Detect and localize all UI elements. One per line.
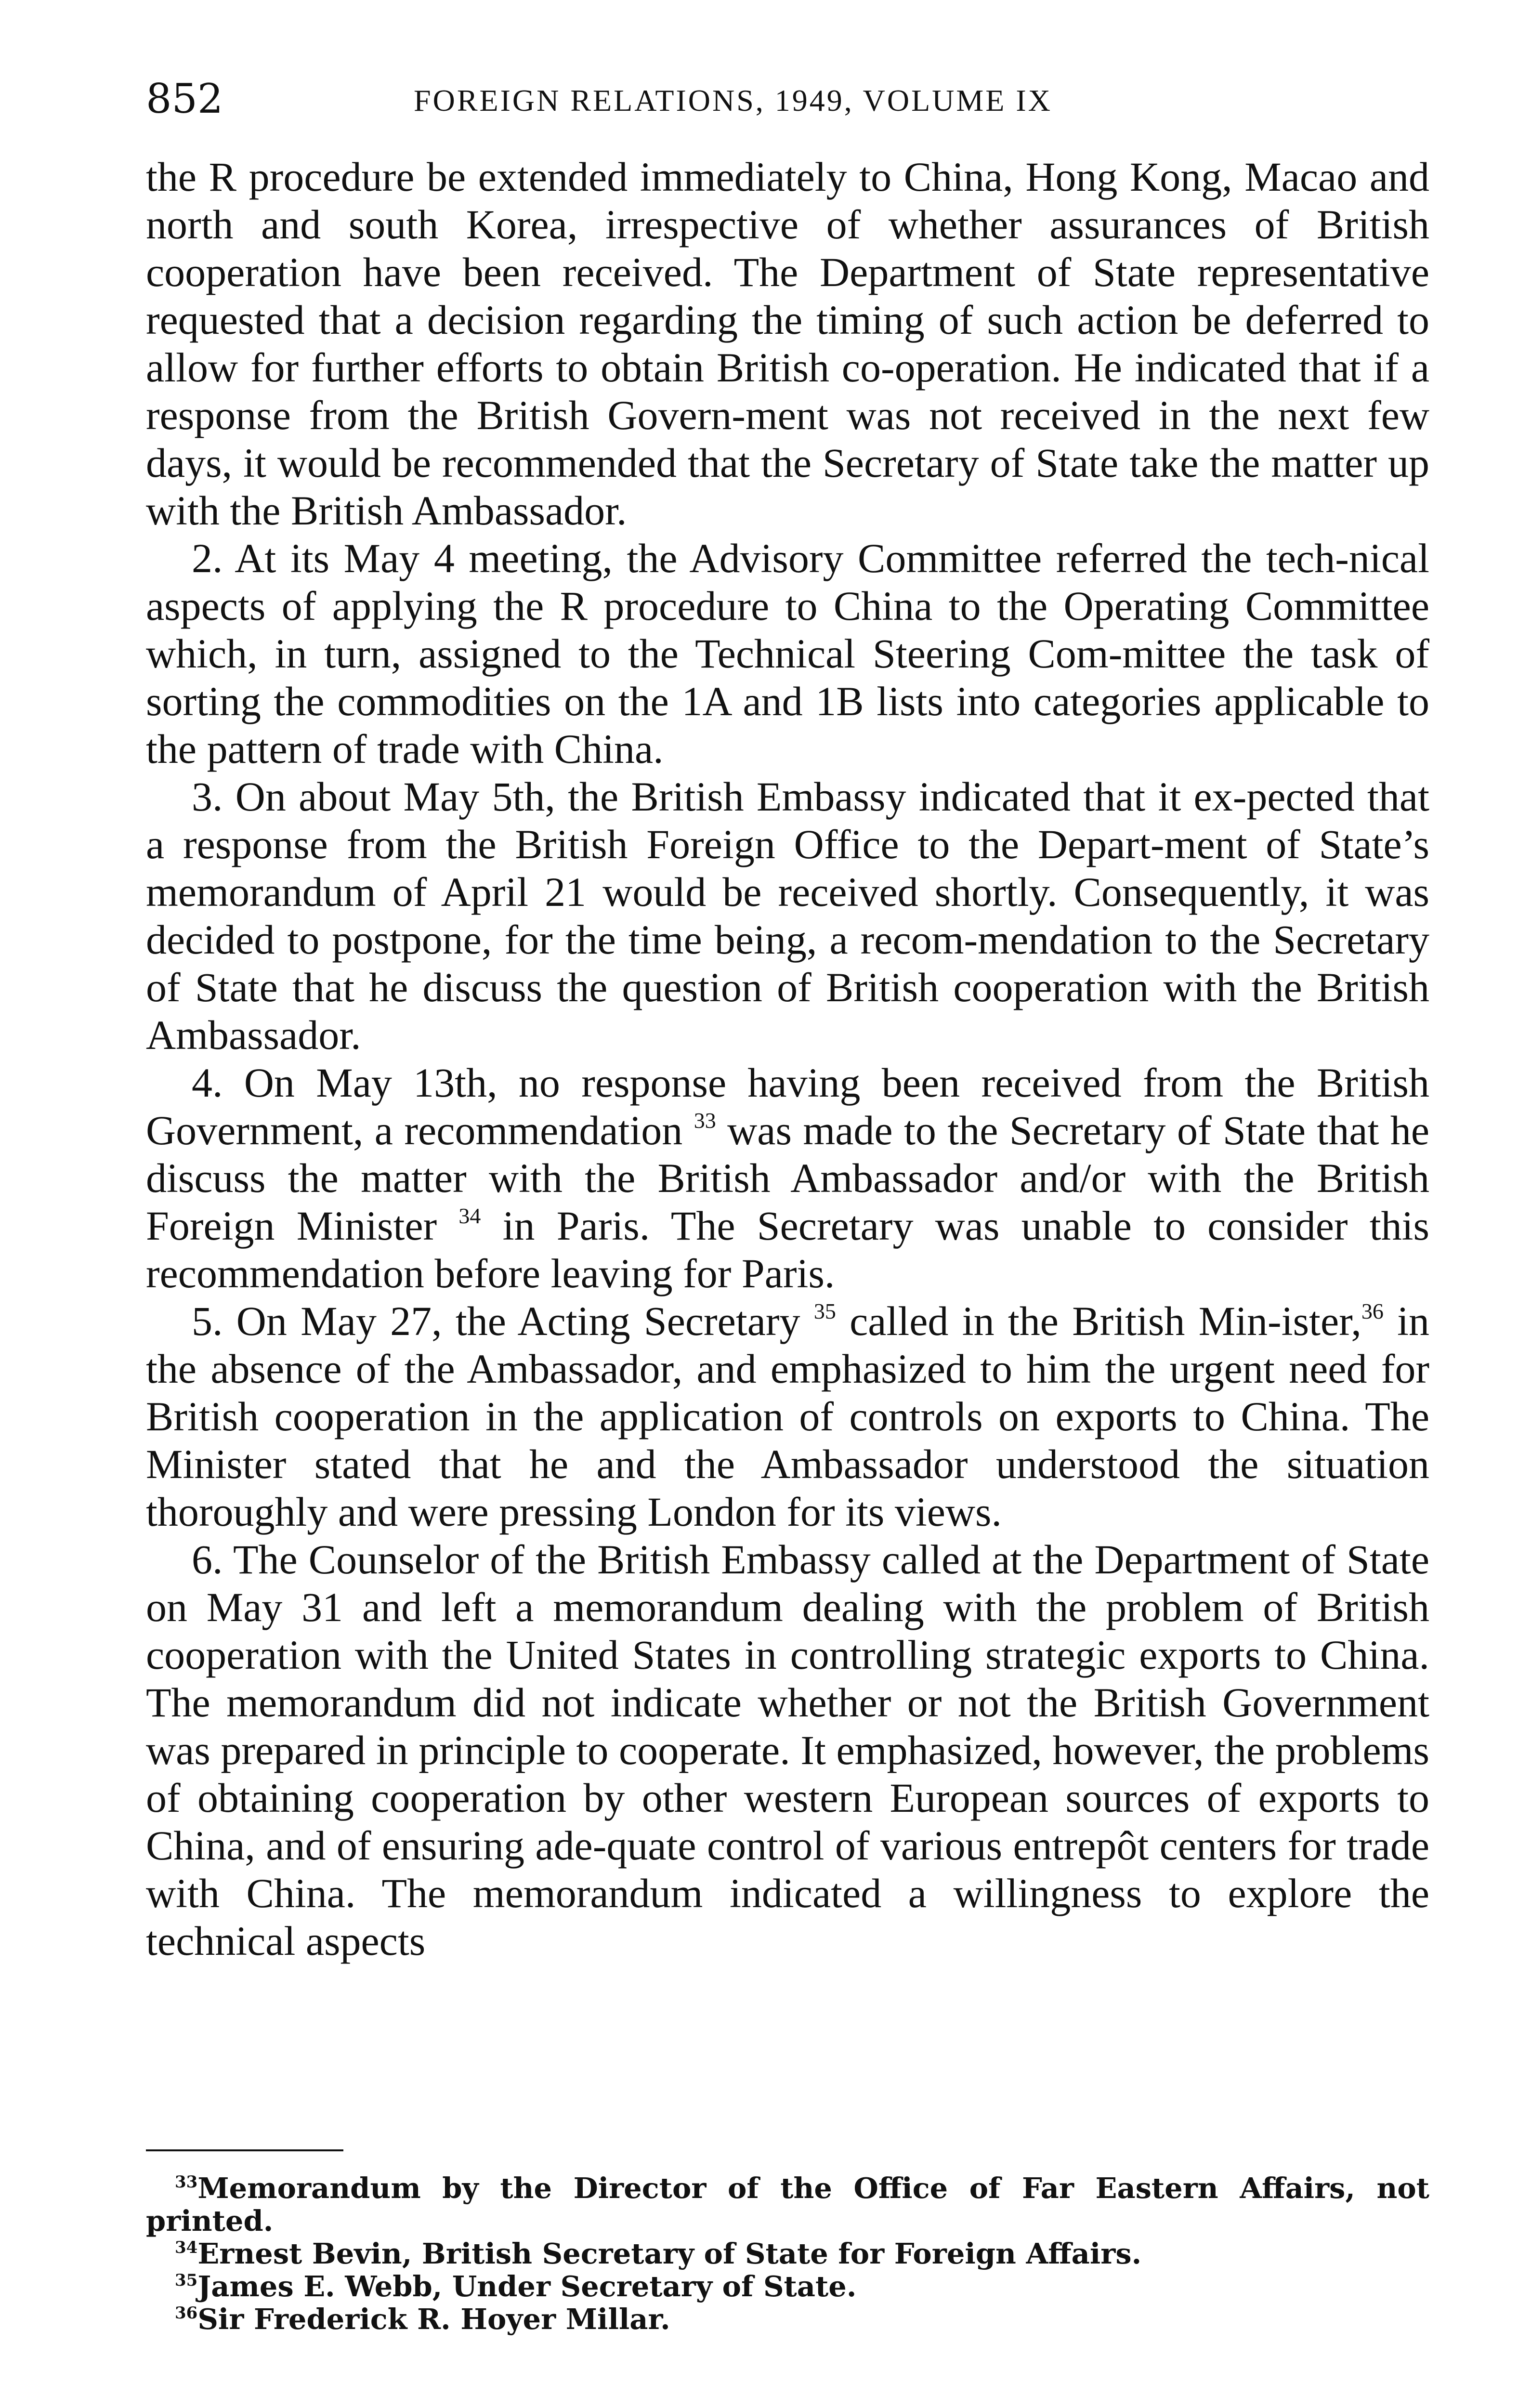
footnote-34 xyxy=(146,2238,1429,2270)
paragraph-4 xyxy=(146,1059,1429,1297)
page-number: 852 xyxy=(146,75,223,122)
footnote-ref-34: 34 xyxy=(458,1204,481,1228)
paragraph-3: 3. On about May 5th, the British Embassy indicated that it ex-pected that a response from the British Foreign Office to the Depart-ment of State’s memorandum of April 21 would be received shortly. Consequently, it was decided to postpone, for the time being, a recom-mendation to the Secretary of State that he discuss the question of British cooperation with the British Ambassador. xyxy=(146,773,1429,1058)
footnote-33-text: Memorandum by the Director of the Office of Far Eastern Affairs, not printed. xyxy=(146,2172,1429,2238)
footnote-34-text: Ernest Bevin, British Secretary of State for Foreign Affairs. xyxy=(197,2237,1142,2270)
running-head: FOREIGN RELATIONS, 1949, VOLUME IX xyxy=(414,83,1052,118)
paragraph-5-text-c: in the absence of the Ambassador, and emphasized to him the urgent need for British cooperation in the application of controls on exports to China. The Minister stated that he and the Ambassador understood the situation thoroughly and were pressing London for its views. xyxy=(146,1298,1430,1535)
footnotes xyxy=(146,2172,1429,2336)
footnote-rule xyxy=(146,2149,343,2151)
footnote-ref-35: 35 xyxy=(813,1299,836,1323)
paragraph-5-text-b: called in the British Min-ister, xyxy=(836,1298,1361,1344)
page-header xyxy=(146,72,1432,125)
paragraph-continuation: the R procedure be extended immediately to China, Hong Kong, Macao and north and south Korea, irrespective of whether assurances of British cooperation have been received. The Department of State representative requested that a decision regarding the timing of such action be deferred to allow for further efforts to obtain British co-operation. He indicated that if a response from the British Govern-ment was not received in the next few days, it would be recommended that the Secretary of State take the matter up with the British Ambassador. xyxy=(146,154,1429,534)
paragraph-4-text-c: in Paris. The Secretary was unable to consider this recommendation before leaving for Paris. xyxy=(146,1203,1429,1296)
paragraph-4-text-a: 4. On May 13th, no response having been received from the British Government, a recommendation xyxy=(146,1060,1429,1153)
paragraph-6: 6. The Counselor of the British Embassy called at the Department of State on May 31 and left a memorandum dealing with the problem of British cooperation with the United States in controlling strategic exports to China. The memorandum did not indicate whether or not the British Government was prepared in principle to cooperate. It emphasized, however, the problems of obtaining cooperation by other western European sources of exports to China, and of ensuring ade-quate control of various entrepôt centers for trade with China. The memorandum indicated a willingness to explore the technical aspects xyxy=(146,1536,1429,1964)
footnote-33 xyxy=(146,2172,1429,2238)
paragraph-4-text-b: was made to the Secretary of State that he discuss the matter with the British Ambassador and/or with the British Foreign Minister xyxy=(146,1107,1429,1249)
paragraph-5-text-a: 5. On May 27, the Acting Secretary xyxy=(192,1298,800,1344)
footnote-36-text: Sir Frederick R. Hoyer Millar. xyxy=(197,2303,670,2336)
footnote-ref-36: 36 xyxy=(1361,1299,1384,1323)
footnote-35-number: 35 xyxy=(175,2271,198,2290)
footnote-36 xyxy=(146,2303,1429,2336)
paragraph-2: 2. At its May 4 meeting, the Advisory Committee referred the tech-nical aspects of applying the R procedure to China to the Operating Committee which, in turn, assigned to the Technical Steering Com-mittee the task of sorting the commodities on the 1A and 1B lists into categories applicable to the pattern of trade with China. xyxy=(146,535,1429,772)
footnote-ref-33: 33 xyxy=(694,1108,716,1133)
footnote-34-number: 34 xyxy=(175,2238,198,2257)
footnote-33-number: 33 xyxy=(175,2172,198,2192)
paragraph-5 xyxy=(146,1297,1429,1536)
body-text xyxy=(146,153,1429,1965)
footnote-36-number: 36 xyxy=(175,2303,198,2323)
footnote-35 xyxy=(146,2270,1429,2303)
footnote-35-text: James E. Webb, Under Secretary of State. xyxy=(197,2270,857,2303)
